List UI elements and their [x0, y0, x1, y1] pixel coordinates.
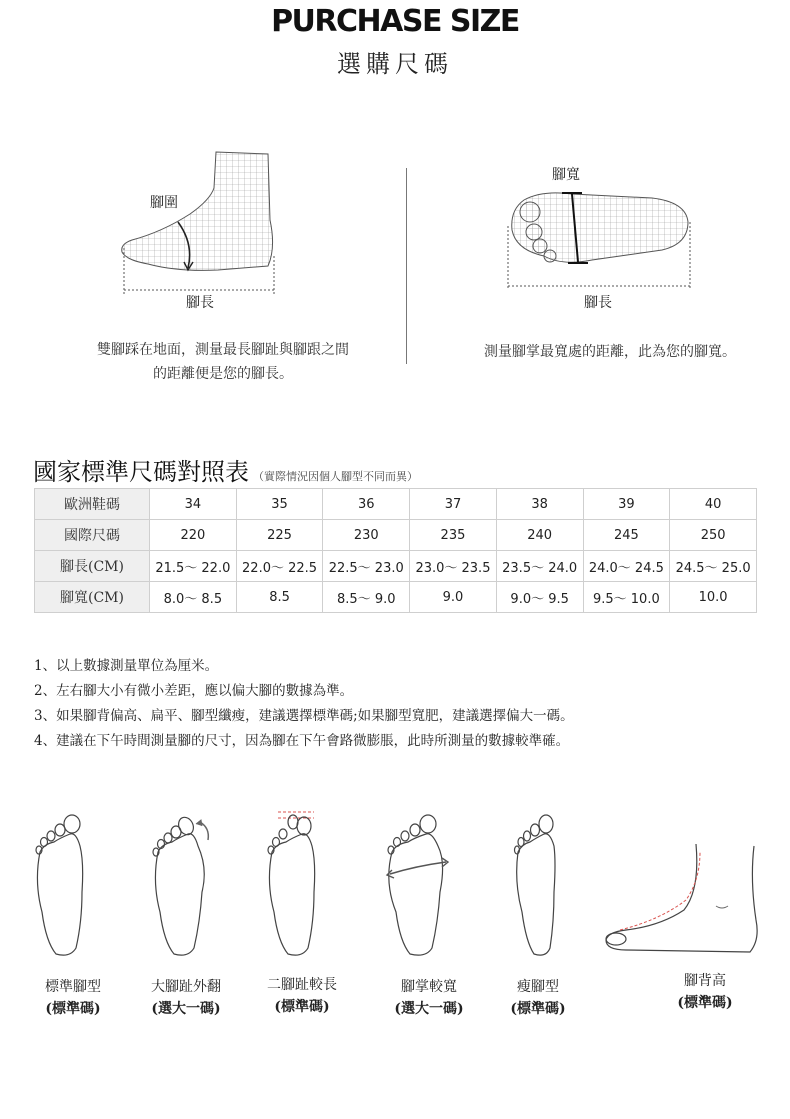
- table-cell: 35: [236, 489, 323, 520]
- table-cell: 9.0～ 9.5: [496, 582, 583, 613]
- foot-type-name: 瘦腳型: [517, 979, 559, 995]
- foot-type-advice: (標準碼): [45, 1001, 101, 1017]
- slim-foot-icon: [508, 812, 564, 957]
- table-cell: 8.0～ 8.5: [150, 582, 237, 613]
- bunion-foot-icon: [148, 812, 218, 957]
- vertical-divider: [406, 168, 407, 364]
- size-table-title-text: 國家標準尺碼對照表: [33, 458, 249, 486]
- size-table-note: （實際情況因個人腳型不同而異）: [253, 470, 418, 483]
- size-table-title: [33, 452, 418, 487]
- row-header: 國際尺碼: [35, 520, 150, 551]
- high-instep-foot-icon: [600, 840, 762, 954]
- table-cell: 34: [150, 489, 237, 520]
- row-header: 腳長(CM): [35, 551, 150, 582]
- long-second-toe-icon: [262, 806, 322, 957]
- wide-foot-icon: [382, 812, 454, 957]
- table-row-intl: [35, 520, 757, 551]
- table-cell: 10.0: [670, 582, 757, 613]
- table-cell: 40: [670, 489, 757, 520]
- foot-type-name: 二腳趾較長: [267, 977, 337, 993]
- note-item: 4、建議在下午時間測量腳的尺寸，因為腳在下午會路微膨脹，此時所測量的數據較準確。: [34, 733, 570, 749]
- table-cell: 230: [323, 520, 410, 551]
- table-cell: 37: [410, 489, 497, 520]
- note-item: 1、以上數據測量單位為厘米。: [34, 658, 219, 674]
- foot-type-slim: [478, 976, 598, 1020]
- foot-length-desc-line1: 雙腳踩在地面，測量最長腳趾與腳跟之間: [97, 342, 349, 358]
- foot-type-advice: (標準碼): [510, 1001, 566, 1017]
- row-header: 歐洲鞋碼: [35, 489, 150, 520]
- foot-type-advice: (選大一碼): [151, 1001, 221, 1017]
- table-row-width: [35, 582, 757, 613]
- foot-side-illustration: [118, 148, 288, 298]
- foot-type-name: 腳背高: [684, 973, 726, 989]
- foot-type-name: 大腳趾外翻: [151, 979, 221, 995]
- foot-girth-label: 腳圍: [150, 195, 178, 211]
- note-item: 2、左右腳大小有微小差距，應以偏大腳的數據為準。: [34, 683, 354, 699]
- foot-type-long-second-toe: [242, 974, 362, 1018]
- foot-type-wide: [369, 976, 489, 1020]
- table-cell: 245: [583, 520, 670, 551]
- foot-type-name: 標準腳型: [45, 979, 101, 995]
- foot-type-advice: (標準碼): [274, 999, 330, 1015]
- table-row-length: [35, 551, 757, 582]
- foot-type-advice: (選大一碼): [394, 1001, 464, 1017]
- foot-type-advice: (標準碼): [677, 995, 733, 1011]
- foot-length-label-right: 腳長: [584, 295, 612, 311]
- foot-type-name: 腳掌較寬: [401, 979, 457, 995]
- page-title-zh: 選購尺碼: [337, 50, 453, 78]
- note-item: 3、如果腳背偏高、扁平、腳型纖瘦，建議選擇標準碼;如果腳型寬肥，建議選擇偏大一碼。: [34, 708, 574, 724]
- table-row-eu: [35, 489, 757, 520]
- standard-foot-icon: [30, 812, 90, 957]
- foot-length-desc: [58, 338, 388, 386]
- size-table: [34, 488, 757, 613]
- table-cell: 22.5～ 23.0: [323, 551, 410, 582]
- table-cell: 240: [496, 520, 583, 551]
- table-cell: 250: [670, 520, 757, 551]
- table-cell: 24.5～ 25.0: [670, 551, 757, 582]
- table-cell: 36: [323, 489, 410, 520]
- table-cell: 23.5～ 24.0: [496, 551, 583, 582]
- foot-top-illustration: [502, 186, 698, 296]
- foot-type-standard: [13, 976, 133, 1020]
- table-cell: 9.0: [410, 582, 497, 613]
- table-cell: 9.5～ 10.0: [583, 582, 670, 613]
- foot-width-desc: 測量腳掌最寬處的距離，此為您的腳寬。: [484, 344, 736, 360]
- table-cell: 8.5～ 9.0: [323, 582, 410, 613]
- table-cell: 220: [150, 520, 237, 551]
- table-cell: 38: [496, 489, 583, 520]
- foot-type-high-instep: [645, 970, 765, 1014]
- table-cell: 23.0～ 23.5: [410, 551, 497, 582]
- foot-length-label-left: 腳長: [186, 295, 214, 311]
- table-cell: 8.5: [236, 582, 323, 613]
- table-cell: 225: [236, 520, 323, 551]
- foot-width-label: 腳寬: [552, 167, 580, 183]
- table-cell: 22.0～ 22.5: [236, 551, 323, 582]
- table-cell: 24.0～ 24.5: [583, 551, 670, 582]
- table-cell: 21.5～ 22.0: [150, 551, 237, 582]
- foot-length-desc-line2: 的距離便是您的腳長。: [153, 366, 293, 382]
- notes-list: [34, 654, 574, 754]
- table-cell: 39: [583, 489, 670, 520]
- foot-type-bunion: [126, 976, 246, 1020]
- page-title-en: PURCHASE SIZE: [271, 4, 519, 39]
- row-header: 腳寬(CM): [35, 582, 150, 613]
- table-cell: 235: [410, 520, 497, 551]
